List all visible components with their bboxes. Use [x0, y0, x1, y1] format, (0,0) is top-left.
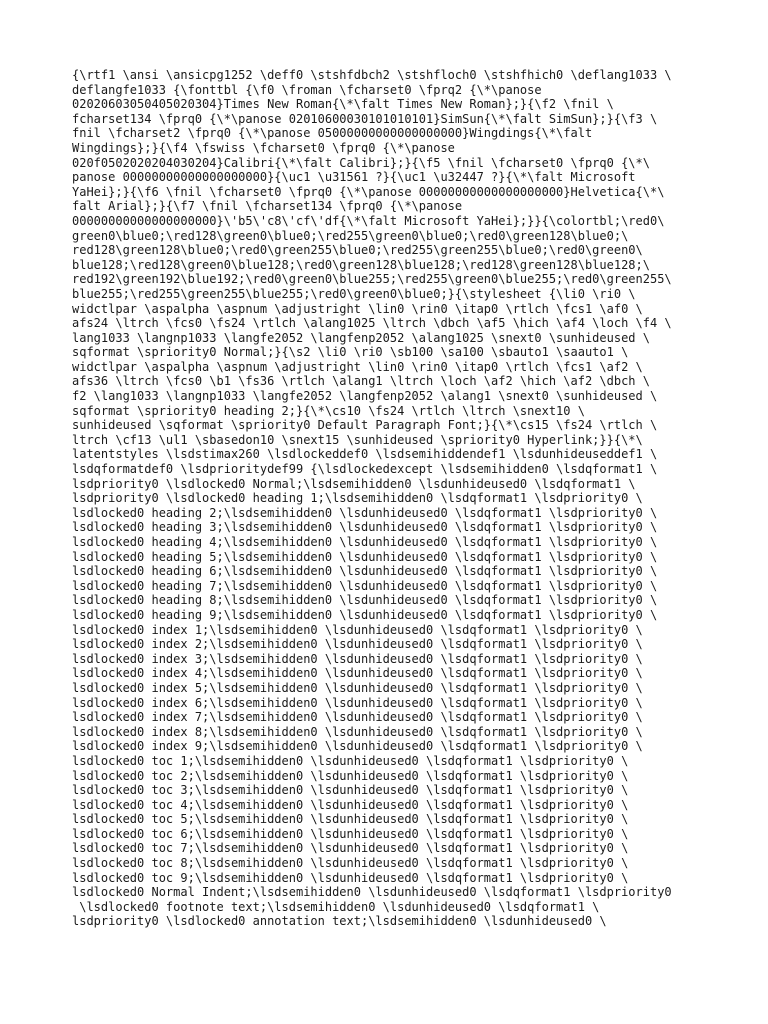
rtf-text-line: lsdlocked0 index 3;\lsdsemihidden0 \lsdunhideused0 \lsdqformat1 \lsdpriority0 \	[72, 651, 643, 666]
rtf-text-line: lsdlocked0 heading 5;\lsdsemihidden0 \lsdunhideused0 \lsdqformat1 \lsdpriority0 \	[72, 549, 658, 564]
rtf-text-line: blue128;\red128\green0\blue128;\red0\green128\blue128;\red128\green128\blue128;\	[72, 257, 650, 272]
rtf-text-line: lsdlocked0 heading 3;\lsdsemihidden0 \lsdunhideused0 \lsdqformat1 \lsdpriority0 \	[72, 520, 658, 535]
rtf-text-line: lsdlocked0 toc 3;\lsdsemihidden0 \lsdunhideused0 \lsdqformat1 \lsdpriority0 \	[72, 783, 629, 798]
rtf-text-line: Wingdings};}{\f4 \fswiss \fcharset0 \fprq0 {\*\panose	[72, 140, 455, 155]
rtf-text-line: widctlpar \aspalpha \aspnum \adjustright \lin0 \rin0 \itap0 \rtlch \fcs1 \af2 \	[72, 359, 643, 374]
rtf-text-line: fnil \fcharset2 \fprq0 {\*\panose 05000000000000000000}Wingdings{\*\falt	[72, 126, 593, 141]
rtf-text-line: lsdlocked0 toc 9;\lsdsemihidden0 \lsdunhideused0 \lsdqformat1 \lsdpriority0 \	[72, 870, 629, 885]
rtf-text-line: lsdlocked0 toc 2;\lsdsemihidden0 \lsdunhideused0 \lsdqformat1 \lsdpriority0 \	[72, 768, 629, 783]
rtf-text-line: red128\green128\blue0;\red0\green255\blue0;\red255\green255\blue0;\red0\green0\	[72, 243, 643, 258]
rtf-text-line: lsdlocked0 index 1;\lsdsemihidden0 \lsdunhideused0 \lsdqformat1 \lsdpriority0 \	[72, 622, 643, 637]
rtf-text-line: panose 00000000000000000000}{\uc1 \u31561 ?}{\uc1 \u32447 ?}{\*\falt Microsoft	[72, 170, 636, 185]
rtf-text-line: sqformat \spriority0 Normal;}{\s2 \li0 \ri0 \sb100 \sa100 \sbauto1 \saauto1 \	[72, 345, 629, 360]
rtf-text-line: lsdlocked0 index 8;\lsdsemihidden0 \lsdunhideused0 \lsdqformat1 \lsdpriority0 \	[72, 724, 643, 739]
rtf-text-line: lsdlocked0 index 5;\lsdsemihidden0 \lsdunhideused0 \lsdqformat1 \lsdpriority0 \	[72, 680, 643, 695]
rtf-text-line: lsdlocked0 index 2;\lsdsemihidden0 \lsdunhideused0 \lsdqformat1 \lsdpriority0 \	[72, 637, 643, 652]
rtf-text-line: YaHei};}{\f6 \fnil \fcharset0 \fprq0 {\*\panose 00000000000000000000}Helvetica{\*\	[72, 184, 665, 199]
rtf-text-line: 020f0502020204030204}Calibri{\*\falt Calibri};}{\f5 \fnil \fcharset0 \fprq0 {\*\	[72, 155, 650, 170]
rtf-text-line: lsdlocked0 heading 8;\lsdsemihidden0 \lsdunhideused0 \lsdqformat1 \lsdpriority0 \	[72, 593, 658, 608]
rtf-text-line: ltrch \cf13 \ul1 \sbasedon10 \snext15 \sunhideused \spriority0 Hyperlink;}}{\*\	[72, 432, 643, 447]
rtf-text-line: falt Arial};}{\f7 \fnil \fcharset134 \fprq0 {\*\panose	[72, 199, 463, 214]
rtf-text-line: lsdlocked0 index 4;\lsdsemihidden0 \lsdunhideused0 \lsdqformat1 \lsdpriority0 \	[72, 666, 643, 681]
rtf-text-line: widctlpar \aspalpha \aspnum \adjustright \lin0 \rin0 \itap0 \rtlch \fcs1 \af0 \	[72, 301, 643, 316]
rtf-text-line: lsdpriority0 \lsdlocked0 Normal;\lsdsemihidden0 \lsdunhideused0 \lsdqformat1 \	[72, 476, 636, 491]
rtf-text-line: sunhideused \sqformat \spriority0 Default Paragraph Font;}{\*\cs15 \fs24 \rtlch \	[72, 418, 658, 433]
rtf-text-line: lsdlocked0 heading 4;\lsdsemihidden0 \lsdunhideused0 \lsdqformat1 \lsdpriority0 \	[72, 535, 658, 549]
rtf-text-line: red192\green192\blue192;\red0\green0\blue255;\red255\green0\blue255;\red0\green255\	[72, 272, 672, 287]
rtf-text-line: lsdlocked0 Normal Indent;\lsdsemihidden0 \lsdunhideused0 \lsdqformat1 \lsdpriority0	[72, 885, 672, 900]
rtf-text-line: lsdlocked0 heading 6;\lsdsemihidden0 \lsdunhideused0 \lsdqformat1 \lsdpriority0 \	[72, 564, 658, 579]
rtf-text-line: fcharset134 \fprq0 {\*\panose 02010600030101010101}SimSun{\*\falt SimSun};}{\f3 \	[72, 111, 658, 126]
rtf-text-line: latentstyles \lsdstimax260 \lsdlockeddef0 \lsdsemihiddendef1 \lsdunhideuseddef1 \	[72, 447, 658, 462]
rtf-source-text	[72, 68, 712, 929]
rtf-text-line: lang1033 \langnp1033 \langfe2052 \langfenp2052 \alang1025 \snext0 \sunhideused \	[72, 330, 650, 345]
rtf-text-line: deflangfe1033 {\fonttbl {\f0 \froman \fcharset0 \fprq2 {\*\panose	[72, 82, 542, 97]
rtf-text-line: lsdlocked0 toc 8;\lsdsemihidden0 \lsdunhideused0 \lsdqformat1 \lsdpriority0 \	[72, 856, 629, 871]
rtf-text-line: lsdlocked0 toc 6;\lsdsemihidden0 \lsdunhideused0 \lsdqformat1 \lsdpriority0 \	[72, 826, 629, 841]
rtf-text-line: lsdlocked0 index 9;\lsdsemihidden0 \lsdunhideused0 \lsdqformat1 \lsdpriority0 \	[72, 739, 643, 754]
rtf-text-line: lsdpriority0 \lsdlocked0 annotation text;\lsdsemihidden0 \lsdunhideused0 \	[72, 914, 607, 929]
rtf-text-line: \lsdlocked0 footnote text;\lsdsemihidden0 \lsdunhideused0 \lsdqformat1 \	[72, 899, 600, 914]
rtf-text-line: blue255;\red255\green255\blue255;\red0\green0\blue0;}{\stylesheet {\li0 \ri0 \	[72, 286, 636, 301]
rtf-text-line: lsdpriority0 \lsdlocked0 heading 1;\lsdsemihidden0 \lsdqformat1 \lsdpriority0 \	[72, 491, 643, 506]
rtf-text-line: lsdqformatdef0 \lsdprioritydef99 {\lsdlockedexcept \lsdsemihidden0 \lsdqformat1 \	[72, 462, 658, 477]
rtf-text-line: lsdlocked0 toc 4;\lsdsemihidden0 \lsdunhideused0 \lsdqformat1 \lsdpriority0 \	[72, 797, 629, 812]
rtf-text-line: lsdlocked0 heading 7;\lsdsemihidden0 \lsdunhideused0 \lsdqformat1 \lsdpriority0 \	[72, 578, 658, 593]
rtf-text-line: afs36 \ltrch \fcs0 \b1 \fs36 \rtlch \alang1 \ltrch \loch \af2 \hich \af2 \dbch \	[72, 374, 650, 389]
rtf-text-line: lsdlocked0 index 7;\lsdsemihidden0 \lsdunhideused0 \lsdqformat1 \lsdpriority0 \	[72, 710, 643, 725]
rtf-text-line: afs24 \ltrch \fcs0 \fs24 \rtlch \alang1025 \ltrch \dbch \af5 \hich \af4 \loch \f4 \	[72, 316, 672, 331]
rtf-text-line: 00000000000000000000}\'b5\'c8\'cf\'df{\*\falt Microsoft YaHei};}}{\colortbl;\red0\	[72, 213, 665, 228]
rtf-text-line: lsdlocked0 toc 1;\lsdsemihidden0 \lsdunhideused0 \lsdqformat1 \lsdpriority0 \	[72, 753, 629, 768]
rtf-text-line: lsdlocked0 heading 9;\lsdsemihidden0 \lsdunhideused0 \lsdqformat1 \lsdpriority0 \	[72, 607, 658, 622]
rtf-text-line: lsdlocked0 toc 7;\lsdsemihidden0 \lsdunhideused0 \lsdqformat1 \lsdpriority0 \	[72, 841, 629, 856]
rtf-text-line: sqformat \spriority0 heading 2;}{\*\cs10 \fs24 \rtlch \ltrch \snext10 \	[72, 403, 585, 418]
rtf-text-line: green0\blue0;\red128\green0\blue0;\red255\green0\blue0;\red0\green128\blue0;\	[72, 228, 629, 243]
rtf-text-line: lsdlocked0 toc 5;\lsdsemihidden0 \lsdunhideused0 \lsdqformat1 \lsdpriority0 \	[72, 812, 629, 827]
rtf-text-line: lsdlocked0 heading 2;\lsdsemihidden0 \lsdunhideused0 \lsdqformat1 \lsdpriority0 \	[72, 505, 658, 520]
rtf-text-line: {\rtf1 \ansi \ansicpg1252 \deff0 \stshfdbch2 \stshfloch0 \stshfhich0 \deflang1033 \	[72, 68, 672, 82]
rtf-text-line: 02020603050405020304}Times New Roman{\*\falt Times New Roman};}{\f2 \fnil \	[72, 97, 614, 112]
rtf-text-line: f2 \lang1033 \langnp1033 \langfe2052 \langfenp2052 \alang1 \snext0 \sunhideused \	[72, 389, 658, 404]
rtf-text-line: lsdlocked0 index 6;\lsdsemihidden0 \lsdunhideused0 \lsdqformat1 \lsdpriority0 \	[72, 695, 643, 710]
